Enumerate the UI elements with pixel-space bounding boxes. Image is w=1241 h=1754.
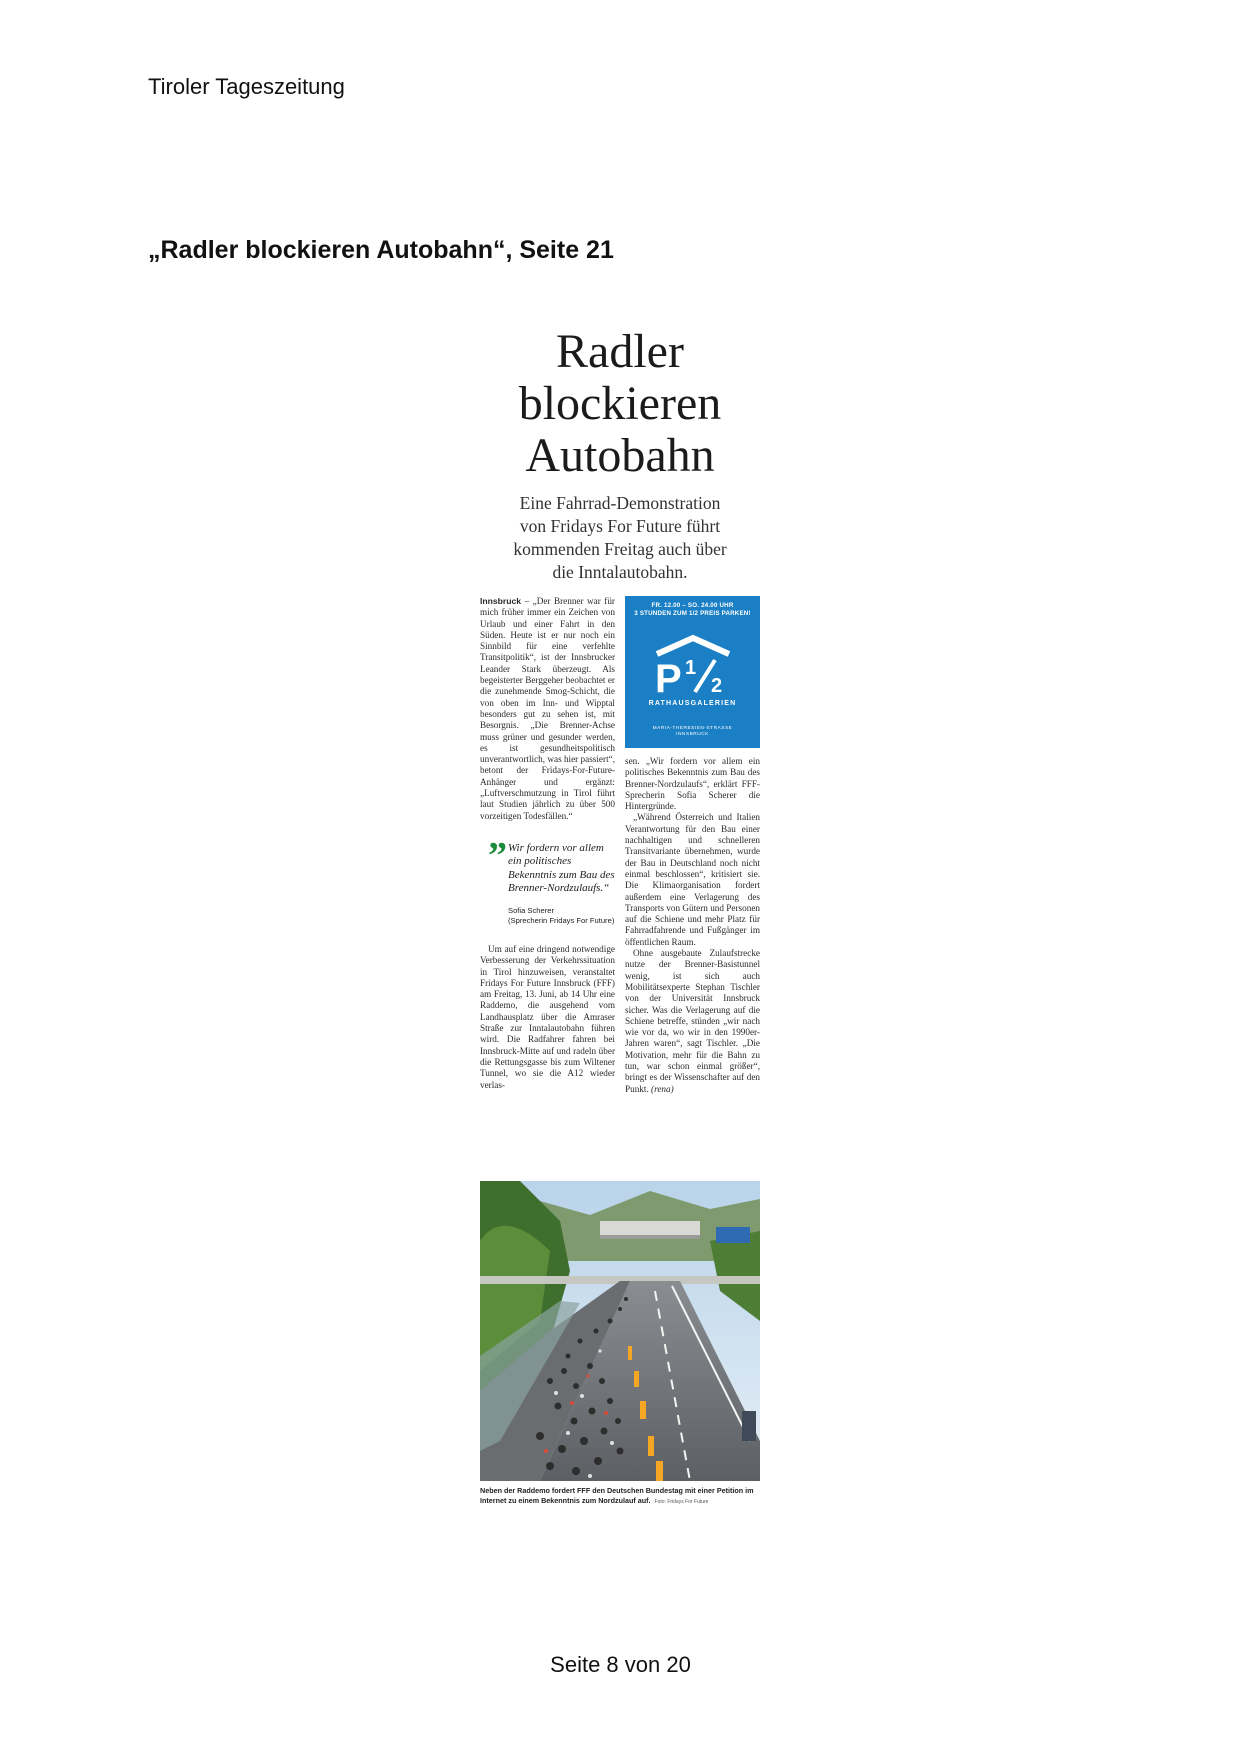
svg-text:1: 1 xyxy=(685,657,697,679)
svg-text:2: 2 xyxy=(711,675,723,696)
ad-headline xyxy=(625,596,760,618)
svg-text:P: P xyxy=(655,657,682,696)
ad-brand: RATHAUSGALERIEN xyxy=(648,700,737,707)
article-paragraph: sen. „Wir fordern vor allem ein politisches Bekenntnis zum Bau des Brenner-Nordzulaufs“, erklärt FFF-Sprecherin Sofia Scherer die Hintergründe. xyxy=(625,756,760,812)
ad-address-line: INNSBRUCK xyxy=(676,732,709,737)
section-title: „Radler blockieren Autobahn“, Seite 21 xyxy=(148,236,614,264)
paragraph-text: – „Der Brenner war für mich früher immer ein Zeichen von Urlaub und einer Fahrt in den Süden. Heute ist er nur noch ein Sinnbild für eine verfehlte Transitpolitik“, ist der Innsbrucker Leander Stark überzeugt. Als begeisterter Berggeher beobachtet er die zunehmende Smog-Schicht, die von oben im Inn- und Wipptal besonders gut zu sehen ist, mit Besorgnis. „Die Brenner-Achse muss grüner und gesunder werden, es ist gesundheitspolitisch unverantwortlich, was hier passiert“, betont der Fridays-For-Future-Anhänger und ergänzt: „Luftverschmutzung in Tirol führt laut Studien jährlich zu über 500 vorzeitigen Todesfällen.“ xyxy=(480,596,615,821)
headline-line: Autobahn xyxy=(525,429,715,482)
photo-caption xyxy=(480,1486,760,1507)
subheadline xyxy=(480,492,760,584)
dateline: Innsbruck xyxy=(480,596,522,606)
article-paragraph: Um auf eine dringend notwendige Verbesserung der Verkehrssituation in Tirol hinzuweisen, veranstaltet Fridays For Future Innsbruck (FFF) am Freitag, 13. Juni, ab 14 Uhr eine Raddemo, die ausgehend vom Landhausplatz über die Amraser Straße zur Inntalautobahn führen wird. Die Radfahrer fahren bei Innsbruck-Mitte auf und radeln über die Rettungsgasse bis zum Wiltener Tunnel, wo sie die A12 wieder verlas- xyxy=(480,943,615,1090)
demonstration-photo xyxy=(480,1181,760,1481)
newspaper-clipping xyxy=(480,318,760,1508)
paragraph-text: Ohne ausgebaute Zulaufstrecke nutze der Brenner-Basistunnel wenig, ist sich auch Mobilitätsexperte Stephan Tischler von der Universität Innsbruck sicher. Was die Verlagerung auf die Schiene betreffe, stünden „wir nach wie vor da, wo wir in den 1990er-Jahren waren“, sagt Tischler. „Die Motivation, mehr für die Bahn zu tun, war schon einmal größer“, bringt es der Wissenschafter auf den Punkt. xyxy=(625,948,760,1094)
ad-line: FR. 12.00 – SO. 24.00 UHR xyxy=(651,602,734,609)
ad-address-line: MARIA-THERESIEN-STRASSE xyxy=(652,726,733,731)
ad-address xyxy=(625,726,760,738)
article-paragraph xyxy=(625,948,760,1095)
subheadline-line: von Fridays For Future führt xyxy=(519,516,721,536)
parking-advertisement xyxy=(625,596,760,748)
ad-line: 3 STUNDEN ZUM 1/2 PREIS PARKEN! xyxy=(634,610,751,617)
headline-line: Radler xyxy=(556,325,684,378)
headline-line: blockieren xyxy=(518,377,722,430)
headline xyxy=(480,326,760,482)
article-paragraph xyxy=(480,596,615,822)
byline: (rena) xyxy=(651,1083,674,1094)
pull-quote xyxy=(480,834,615,926)
pull-quote-text: Wir fordern vor allem ein politisches Bekenntnis zum Bau des Brenner-Nordzulaufs.“ xyxy=(508,841,615,895)
article-column-left xyxy=(480,596,615,1091)
subheadline-line: Eine Fahrrad-Demonstration xyxy=(519,493,721,513)
article-paragraph: „Während Österreich und Italien Verantwortung für den Bau einer nachhaltigen und schnelleren Transitvariante übernehmen, wurde der Bau in Deutschland noch nicht einmal beschlossen“, kritisiert sie. Die Klimaorganisation fordert außerdem eine Verlagerung des Transports von Gütern und Personen auf die Schiene und mehr Platz für Fahrradfahrende und Fußgänger im öffentlichen Raum. xyxy=(625,812,760,947)
subheadline-line: die Inntalautobahn. xyxy=(552,562,688,582)
publication-name: Tiroler Tageszeitung xyxy=(148,74,345,99)
quote-author-role: (Sprecherin Fridays For Future) xyxy=(508,915,615,925)
page-footer: Seite 8 von 20 xyxy=(550,1652,691,1677)
photo-credit: Foto: Fridays For Future xyxy=(654,1499,709,1505)
pull-quote-author xyxy=(508,906,615,926)
subheadline-line: kommenden Freitag auch über xyxy=(513,539,727,559)
caption-text: Neben der Raddemo fordert FFF den Deutschen Bundestag mit einer Petition im Internet zu einem Bekenntnis zum Nordzulauf auf. xyxy=(480,1486,754,1505)
quote-author-name: Sofia Scherer xyxy=(508,905,555,915)
article-column-right xyxy=(625,596,760,1095)
parking-logo-icon xyxy=(651,634,735,696)
quote-mark-icon: ” xyxy=(488,834,507,877)
